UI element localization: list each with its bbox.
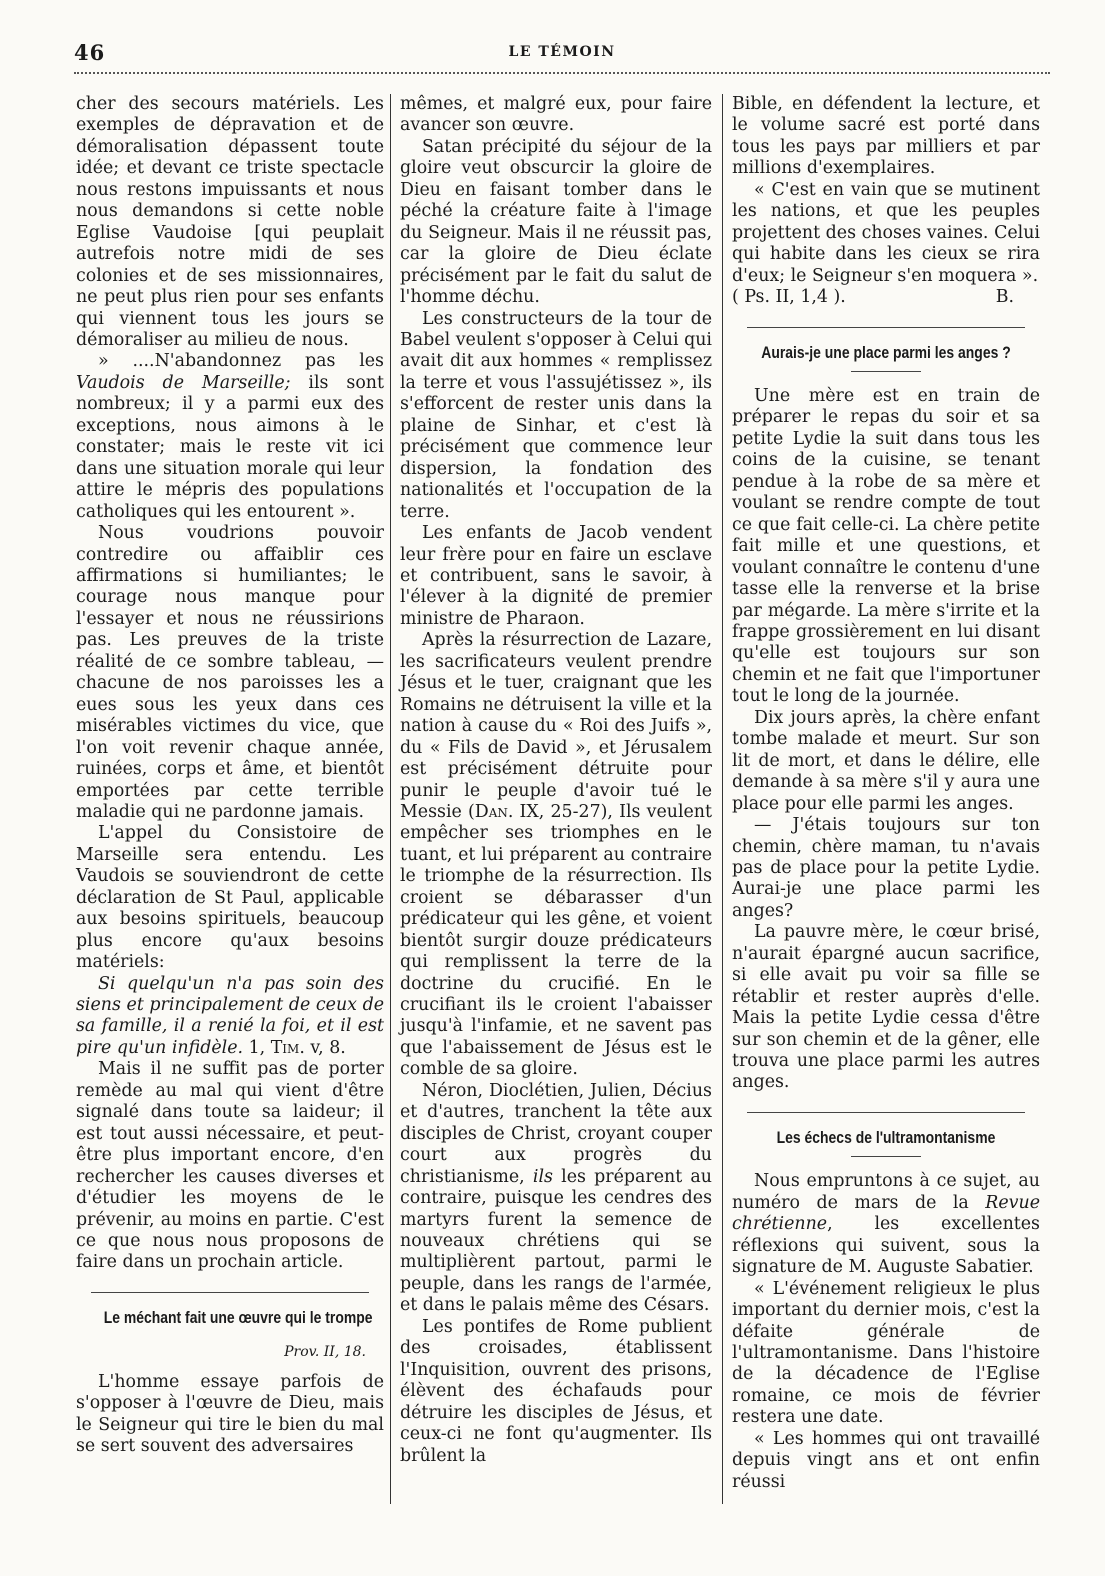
smallcaps-run: Dan.: [474, 801, 514, 822]
paragraph: mêmes, et malgré eux, pour faire avancer son œuvre.: [400, 94, 712, 136]
text-run: » ....N'abandonnez pas les: [98, 351, 384, 372]
paragraph: Les pontifes de Rome publient des croisades, établissent l'Inquisition, ouvrent des prisons, élèvent des échafauds pour détruire les disciples de Jésus, et ceux-ci ne font qu'augmenter. Ils brûlent la: [400, 1316, 712, 1466]
paragraph: Satan précipité du séjour de la gloire veut obscurcir la gloire de Dieu en faisant tomber dans le péché la créature faite à l'image du Seigneur. Mais il ne réussit pas, car la gloire de Dieu éclate précisément par le fait du salut de l'homme déchu.: [400, 136, 712, 308]
paragraph: [400, 630, 712, 1081]
column-3: [732, 94, 1040, 1493]
header-divider: [74, 72, 1050, 74]
paragraph: L'appel du Consistoire de Marseille sera entendu. Les Vaudois se souviendront de cette déclaration de St Paul, applicable aux besoins spirituels, beaucoup plus encore qu'aux besoins matériels:: [76, 823, 384, 973]
paragraph: Les constructeurs de la tour de Babel veulent s'opposer à Celui qui avait dit aux hommes « remplissez la terre et vous l'assujétissez », ils s'efforcent de rester unis dans la plaine de Sinhar, et c'est là précisément que commence leur dispersion, la fondation des nationalités et l'occupation de la terre.: [400, 308, 712, 522]
paragraph: Nous voudrions pouvoir contredire ou affaiblir ces affirmations si humiliantes; le courage nous manque pour l'essayer et nous ne réussirions pas. Les preuves de la triste réalité de ce sombre tableau, — chacune de nos paroisses les a eues sous les yeux dans ces misérables victimes du vice, que l'on voit revenir chaque année, ruinées, corps et âme, et bientôt emportées par cette terrible maladie qui ne pardonne jamais.: [76, 523, 384, 822]
article-heading: Le méchant fait une œuvre qui le trompe: [103, 1307, 373, 1327]
text-run: les préparent au contraire, puisque les cendres des martyrs furent la semence de nouveaux chrétiens qui se multiplièrent partout, parmi le peuple, dans les rangs de l'armée, et dans le palais même des Césars.: [400, 1166, 713, 1316]
paragraph: [76, 351, 384, 523]
author-signature: B.: [995, 287, 1014, 308]
journal-title: LE TÉMOIN: [508, 44, 616, 60]
column-divider-1: [390, 94, 391, 1504]
paragraph: « C'est en vain que se mutinent les nations, et que les peuples projettent des choses vaines. Celui qui habite dans les cieux se rira d'eux; le Seigneur s'en moquera ».: [732, 179, 1040, 286]
section-divider: [91, 1292, 368, 1293]
paragraph: Dix jours après, la chère enfant tombe malade et meurt. Sur son lit de mort, et dans le délire, elle demande à sa mère s'il y aura une place pour elle parmi les anges.: [732, 707, 1040, 814]
text-run: , les excellentes réflexions qui suivent, sous la signature de M. Auguste Sabatier.: [732, 1214, 1040, 1278]
paragraph: Bible, en défendent la lecture, et le volume sacré est porté dans tous les pays par milliers et par millions d'exemplaires.: [732, 94, 1040, 179]
paragraph: Mais il ne suffit pas de porter remède au mal qui vient d'être signalé dans toute sa laideur; il est tout aussi nécessaire, et peut-être plus important encore, d'en rechercher les causes diverses et d'étudier les moyens de le prévenir, au moins en partie. C'est ce que nous nous proposons de faire dans un prochain article.: [76, 1059, 384, 1273]
column-divider-2: [722, 94, 723, 1504]
italic-run: Si quelqu'un n'a pas soin des siens et principalement de ceux de sa famille, il a renié la foi, et il est pire qu'un infidèle.: [76, 973, 384, 1058]
paragraph: cher des secours matériels. Les exemples de dépravation et de démoralisation dépassent toute idée; et devant ce triste spectacle nous restons impuissants et nous nous demandons si cette noble Eglise Vaudoise [qui peuplait autrefois notre midi de ses colonies et de ses missionnaires, ne peut plus rien pour ses enfants qui viennent tous les jours se démoraliser au milieu de nous.: [76, 94, 384, 350]
article-heading: Aurais-je une place parmi les anges ?: [761, 342, 1011, 362]
column-1: [76, 94, 384, 1458]
text-run: IX, 25-27), Ils veulent empêcher ses triomphes en le tuant, et lui préparent au contraire le triomphe de la résurrection. Ils croient se débarasser d'un prédicateur qui les gêne, et voient bientôt surgir douze prédicateurs qui remplissent la terre de la doctrine du crucifié. En le crucifiant ils le croient l'abaisser jusqu'à l'infamie, et ne savent pas que l'abaissement de Jésus est le comble de sa gloire.: [400, 801, 712, 1080]
text-run: Néron, Dioclétien, Julien, Décius et d'autres, tranchent la tête aux disciples de Christ, croyant couper court aux progrès du christianisme,: [400, 1080, 712, 1187]
signature-line: [732, 287, 1040, 308]
text-run: v, 8.: [304, 1037, 346, 1058]
heading-underline: [851, 1156, 921, 1157]
italic-run: Vaudois de Marseille;: [76, 372, 291, 393]
text-run: Après la résurrection de Lazare, les sacrificateurs veulent prendre Jésus et le tuer, craignant que les Romains ne détruisent la ville et la nation à cause du « Roi des Juifs », du « Fils de David », et Jérusalem est précisément détruite pour punir le peuple d'avoir tué le Messie (: [400, 630, 712, 822]
psalm-reference: ( Ps. II, 1,4 ).: [732, 287, 846, 308]
text-run: ils sont nombreux; il y a parmi eux des exceptions, nous aimons à le constater; mais le reste vit ici dans une situation morale qui leur attire le mépris des populations catholiques qui les entourent ».: [76, 372, 384, 522]
paragraph: Les enfants de Jacob vendent leur frère pour en faire un esclave et contribuent, sans le savoir, à l'élever à la dignité de premier ministre de Pharaon.: [400, 523, 712, 629]
paragraph: « Les hommes qui ont travaillé depuis vingt ans et ont enfin réussi: [732, 1428, 1040, 1492]
paragraph: — J'étais toujours sur ton chemin, chère maman, tu n'avais pas de place pour la petite Lydie. Aurai-je une place parmi les anges?: [732, 815, 1040, 921]
text-run: 1,: [243, 1037, 271, 1058]
italic-run: ils: [532, 1166, 553, 1187]
paragraph: L'homme essaye parfois de s'opposer à l'œuvre de Dieu, mais le Seigneur qui tire le bien du mal se sert souvent des adversaires: [76, 1371, 384, 1457]
bible-reference: Prov. II, 18.: [284, 1344, 366, 1361]
section-divider: [747, 1112, 1024, 1113]
article-heading: Les échecs de l'ultramontanisme: [776, 1127, 996, 1147]
paragraph: Une mère est en train de préparer le repas du soir et sa petite Lydie la suit dans tous les coins de la cuisine, se tenant pendue à la robe de sa mère et voulant se rendre compte de tout ce que fait celle-ci. La chère petite fait mille et une questions, et voulant connaître le contenu d'une tasse elle la renverse et la brise par mégarde. La mère s'irrite et la frappe grossièrement en lui disant qu'elle est toujours sur son chemin et ne fait que l'importuner tout le long de la journée.: [732, 385, 1040, 707]
paragraph: [732, 1171, 1040, 1278]
paragraph: [400, 1081, 712, 1317]
scripture-quote: [76, 974, 384, 1060]
page-header: [74, 36, 1050, 76]
text-run: Nous empruntons à ce sujet, au numéro de mars de la: [732, 1171, 1040, 1213]
smallcaps-run: Tim.: [270, 1037, 305, 1058]
paragraph: La pauvre mère, le cœur brisé, n'aurait épargné aucun sacrifice, si elle avait pu voir sa fille se rétablir et rester auprès d'elle. Mais la petite Lydie cessa d'être sur son chemin et de la gêner, elle trouva une place parmi les autres anges.: [732, 922, 1040, 1093]
heading-underline: [851, 371, 921, 372]
paragraph: « L'événement religieux le plus important du dernier mois, c'est la défaite générale de l'ultramontanisme. Dans l'histoire de la décadence de l'Eglise romaine, ce mois de février restera une date.: [732, 1278, 1040, 1428]
italic-run: Revue chrétienne: [732, 1192, 1040, 1235]
section-divider: [747, 327, 1024, 328]
column-2: [400, 94, 712, 1467]
page-number: 46: [74, 40, 106, 65]
